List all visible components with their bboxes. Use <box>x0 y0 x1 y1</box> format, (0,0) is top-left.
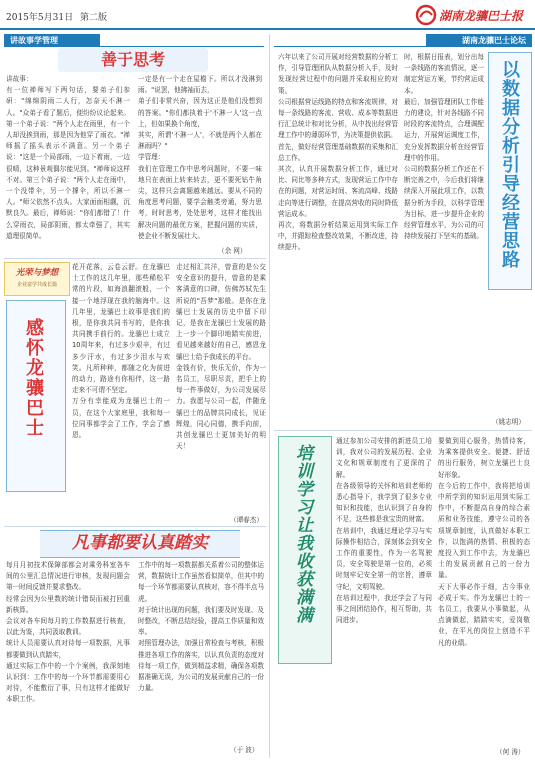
article-title-data-analysis: 以数据分析引导经营思路 <box>499 60 520 269</box>
article-title-diligence: 凡事都要认真踏实 <box>72 533 208 553</box>
article-body-thinking-col1: 讲故事： 有一位禅师写下两句话，要弟子们参研："绵绵阴雨二人行，怎奈天不淋一人。"众弟子看了题后，便纷纷议论起来。第一个弟子说："两个人走在雨里，有一个人却没挨到雨，那是因为他穿了雨衣。"禅师摇了摇头表示不满意。另一个弟子说："这是一个局部雨，一边下着雨，一边很晴，这种景观偶尔能见到。"禅师说这样不对。第三个弟子说："两个人走在雨中，一个没带伞，另一个撑伞，所以不淋一人。"师父依然不点头。大家面面相觑，沉默良久。最后，禅师说："你们都错了！什么穿雨衣，局部阴雨，都太牵强了，其实道理很简单。 <box>6 75 130 240</box>
divider <box>4 526 266 527</box>
section-header-right: 湖南龙骧巴士论坛 <box>426 34 532 47</box>
article-body-data-col2: 时，根据日报表，划分出每一条线路的客流情况，逐一制定营运方案，节约营运成本。 最后，加强管理团队工作能力的建设，针对各线路不同时段的客流特点，合理调配运力，开展营运调度工作，充分发挥数据分析在经营管理中的作用。 公司的数据分析工作还在不断完善之中，今后我们将继续深入开展此项工作，以数据分析为手段，以科学管理为目标，进一步提升企业的经营管理水平，为公司的可持续发展打下坚实的基础。 <box>404 53 484 241</box>
article-author-diligence: （于 波） <box>230 746 259 754</box>
article-title-gratitude: 感怀龙骧巴士 <box>23 318 44 438</box>
article-author-training: （何 涛） <box>496 748 525 756</box>
article-body-training-col1: 通过参加公司安排的新进员工培训，我对公司的发展历程、企业文化和规章制度有了更深的了解。 在各级领导的关怀和培训老师的悉心指导下，我学到了很多专业知识和技能，也认识到了自身的不足，这些都是我宝贵的财富。 在培训中，我通过理论学习与实际操作相结合，深刻体会到安全工作的重要性，作为一名驾驶员，安全驾驶是第一位的，必须时刻牢记安全第一的宗旨，遵章守纪，文明驾驶。 在培训过程中，我还学会了与同事之间团结协作，相互帮助，共同进步。 <box>336 437 432 625</box>
article-author-thinking: （余 网） <box>218 247 247 255</box>
section-header-left: 讲故事学管理 <box>4 34 100 47</box>
masthead-logo <box>415 4 533 26</box>
article-title-training: 培训学习让我收获满满 <box>292 444 312 624</box>
masthead-title: 湖南龙骧巴士报 <box>439 9 524 23</box>
article-body-training-col2: 要做到用心服务，热情待客，为乘客提供安全、便捷、舒适的出行服务，树立龙骧巴士良好形象。 在今后的工作中，我将把培训中所学到的知识运用到实际工作中，不断提高自身的综合素质和业务技能，遵守公司的各项规章制度，认真做好本职工作，以饱满的热情、积极的态度投入到工作中去，为龙骧巴士的发展贡献自己的一份力量。 天下大事必作于细，古今事业必成于实。作为龙骧巴士的一名员工，我要从小事做起，从点滴做起，踏踏实实，爱岗敬业，在平凡的岗位上创造不平凡的业绩。 <box>438 437 530 647</box>
column-divider <box>269 34 270 758</box>
logo-swirl-icon <box>415 4 437 26</box>
badge-dream <box>4 262 70 296</box>
article-body-gratitude-col1: 花开花落，云卷云舒。在龙骧巴士工作的这几年里，那些稀松平常的片段，如海浪翻滚般，一个接一个地浮现在我的脑海中。这几年里，龙骧巴士故事是我们的根，是你我共同书写的，是你我共同携手前行的。龙骧巴士成立10周年来，有过多少艰辛，有过多少汗水，有过多少泪水与欢笑。凡所种种，都随之化为前进的动力，路途有你相伴，这一路走来不可谓不坚定。 万分有幸能成为龙骧巴士的一员，在这个大家庭里，我和每一位同事都学会了工作，学会了感恩。 <box>72 263 170 440</box>
article-body-data-col1: 六年以来了公司开展对经营数据的分析工作，引导管理团队从数据分析入手，及时发现经营过程中的问题并采取相应的对策。 公司根据营运线路的特点和客流规律，对每一条线路的客流、营收、成本等数据进行汇总统计和对比分析，从中找出经营管理工作中的薄弱环节，为决策提供依据。 首先，做好经营管理基础数据的采集和汇总工作。 其次，认真开展数据分析工作，通过对比、同比等多种方式，发现营运工作中存在的问题，对营运时间、客流高峰、线路走向等进行调整，在提高营收的同时降低营运成本。 再次，将数据分析结果运用到实际工作中，并跟踪检查整改效果，不断改进，持续提升。 <box>278 53 398 252</box>
badge-subtitle: 企业富学共成长篇 <box>16 282 57 288</box>
divider <box>274 430 532 431</box>
article-body-diligence-col1: 每月月初技术保障部都会对乘务科室各车间的公里汇总情况进行审核，发现问题会第一时间反馈并要求整改。 经常会因为公里数的统计错误而被打回重新核算。 会议对各车间每月的工作数据进行核查，以此为鉴，共同汲取教训。 统计人员需要认真对待每一项数据，凡事都要做到认真踏实， 通过实际工作中的一个个案例，我深刻地认识到：工作中的每一个环节都需要用心对待，不能敷衍了事，只有这样才能做好本职工作。 <box>6 561 130 704</box>
header-rule <box>0 28 535 30</box>
header-bar <box>0 0 535 30</box>
article-body-diligence-col2: 工作中的每一项数据都关系着公司的整体运营，数据统计工作虽然看似简单，但其中的每一个环节都需要认真核对，容不得半点马虎。 对于统计出现的问题，我们要及时发现、及时整改，不断总结经验，提高工作质量和效率。 对照管理办法，加强日常检查与考核，积极推进各项工作的落实，以认真负责的态度对待每一项工作，做到精益求精，确保各项数据准确无误，为公司的发展贡献自己的一份力量。 <box>138 561 264 693</box>
issue-date: 2015年5月31日 <box>6 13 74 23</box>
article-title-thinking: 善于思考 <box>100 50 165 69</box>
article-author-gratitude: （谭春杰） <box>230 516 263 524</box>
section-header-rule-left <box>4 46 264 47</box>
article-body-thinking-col2: 一定是有一个走在屋檐下。所以才没淋到雨。"说罢，他拂袖而去， 弟子们非常兴奋，因为这正是他们没想到的答案。"你们都执着于'不淋一人'这一点上，但如果换个角度， 其实，所谓'不淋一人'，不就是两个人都在淋雨吗？" 学管理： 我们在管理工作中思考问题时，不要一味地只在表面上转来转去，更不要死钻牛角尖，这样只会离题越来越远。要从不同的角度思考问题，要学会触类旁通，努力思考，时时思考，处处思考，这样才能找出解决问题的最优方案，把握问题的实质，使企业不断发展壮大。 <box>138 75 262 240</box>
article-body-gratitude-col2: 走过相汇共洋，曾意的是公交安全意识的提升，曾意的是乘客满意的口碑，仿佛苏轼先生所说的"吾梦"那般。是你在龙骧巴士发展的历史中留下印记，是我在龙骧巴士发展的路上一步一个脚印地踏实前进，看见越来越好的自己，感恩龙骧巴士给予我成长的平台。 金钱有价，快乐无价，作为一名员工，尽职尽责，把手上的每一件事做好，为公司发展尽力。我愿与公司一起，伴随龙骧巴士的品牌共同成长，见证辉煌，同心同德，携手向前，共创龙骧巴士更加美好的明天！ <box>176 263 266 451</box>
page-number: 第二版 <box>80 13 108 23</box>
badge-title: 光荣与梦想 <box>15 268 59 278</box>
article-author-data: （姚志明） <box>492 418 525 426</box>
divider <box>4 258 266 259</box>
